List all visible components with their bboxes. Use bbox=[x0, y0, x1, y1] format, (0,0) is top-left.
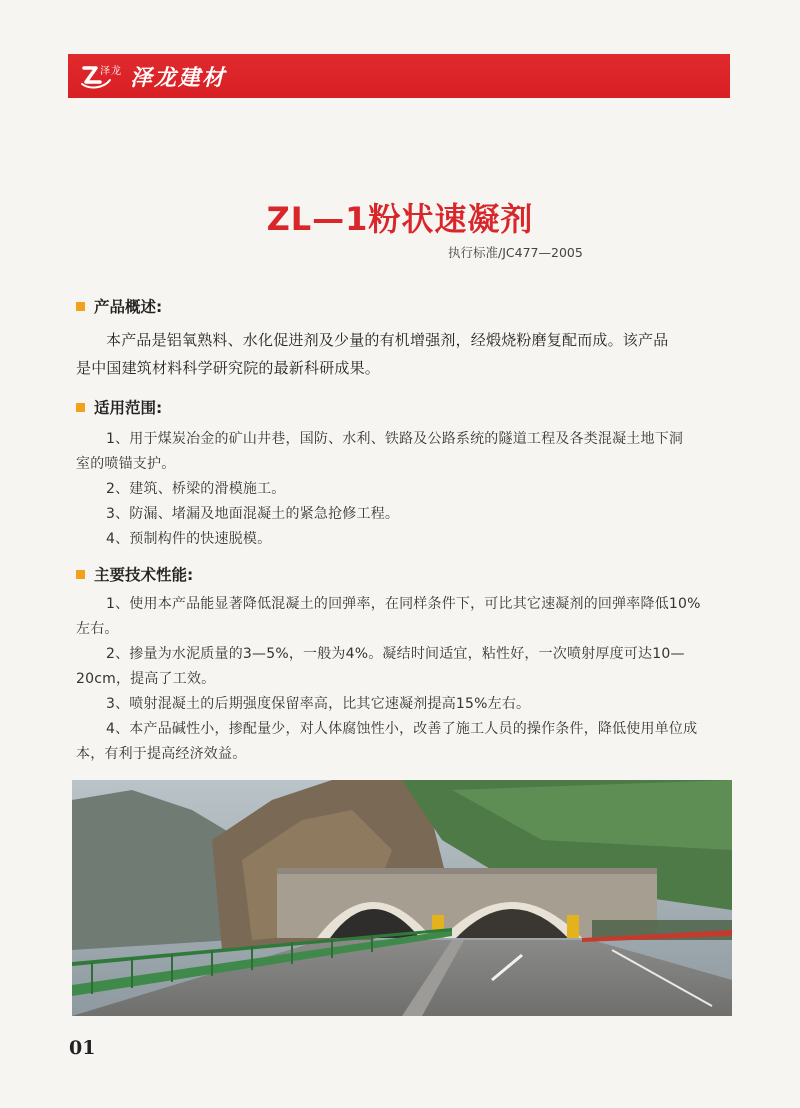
text-line: 室的喷锚支护。 bbox=[76, 456, 176, 472]
text-line: 4、预制构件的快速脱模。 bbox=[106, 531, 272, 547]
text-line: 20cm，提高了工效。 bbox=[76, 671, 216, 687]
text-line: 2、掺量为水泥质量的3—5%，一般为4%。凝结时间适宜，粘性好，一次喷射厚度可达10— bbox=[106, 646, 685, 662]
scope-paragraph bbox=[76, 427, 736, 552]
header-banner bbox=[68, 54, 730, 98]
text-line: 3、喷射混凝土的后期强度保留率高，比其它速凝剂提高15%左右。 bbox=[106, 696, 531, 712]
section-heading-text: 产品概述: bbox=[94, 298, 163, 316]
logo-text: 泽龙建材 bbox=[130, 65, 227, 91]
page-title: ZL—1粉状速凝剂 bbox=[266, 200, 534, 238]
text-line: 4、本产品碱性小，掺配量少，对人体腐蚀性小，改善了施工人员的操作条件，降低使用单位成 bbox=[106, 721, 698, 737]
section-heading-text: 主要技术性能: bbox=[94, 566, 194, 584]
square-bullet-icon bbox=[76, 403, 85, 412]
text-line: 是中国建筑材料科学研究院的最新科研成果。 bbox=[76, 359, 381, 377]
standard-code: 执行标准/JC477—2005 bbox=[448, 245, 583, 260]
section-heading-text: 适用范围: bbox=[94, 399, 163, 417]
dragon-logo-icon bbox=[80, 60, 126, 92]
performance-paragraph bbox=[76, 592, 736, 767]
page-number: 01 bbox=[69, 1037, 96, 1059]
brand-logo bbox=[80, 60, 226, 92]
square-bullet-icon bbox=[76, 570, 85, 579]
text-line: 3、防漏、堵漏及地面混凝土的紧急抢修工程。 bbox=[106, 506, 400, 522]
square-bullet-icon bbox=[76, 302, 85, 311]
section-heading-performance bbox=[76, 563, 193, 585]
text-line: 本产品是铝氧熟料、水化促进剂及少量的有机增强剂，经煅烧粉磨复配而成。该产品 bbox=[106, 331, 669, 349]
tunnel-photo bbox=[72, 780, 732, 1016]
overview-paragraph bbox=[76, 326, 736, 382]
text-line: 1、使用本产品能显著降低混凝土的回弹率，在同样条件下，可比其它速凝剂的回弹率降低10% bbox=[106, 596, 701, 612]
text-line: 本，有利于提高经济效益。 bbox=[76, 746, 247, 762]
text-line: 2、建筑、桥梁的滑模施工。 bbox=[106, 481, 286, 497]
logo-small-text: 泽龙 bbox=[100, 66, 122, 77]
text-line: 左右。 bbox=[76, 621, 119, 637]
section-heading-overview bbox=[76, 295, 162, 317]
text-line: 1、用于煤炭冶金的矿山井巷，国防、水利、铁路及公路系统的隧道工程及各类混凝土地下洞 bbox=[106, 431, 684, 447]
section-heading-scope bbox=[76, 396, 162, 418]
